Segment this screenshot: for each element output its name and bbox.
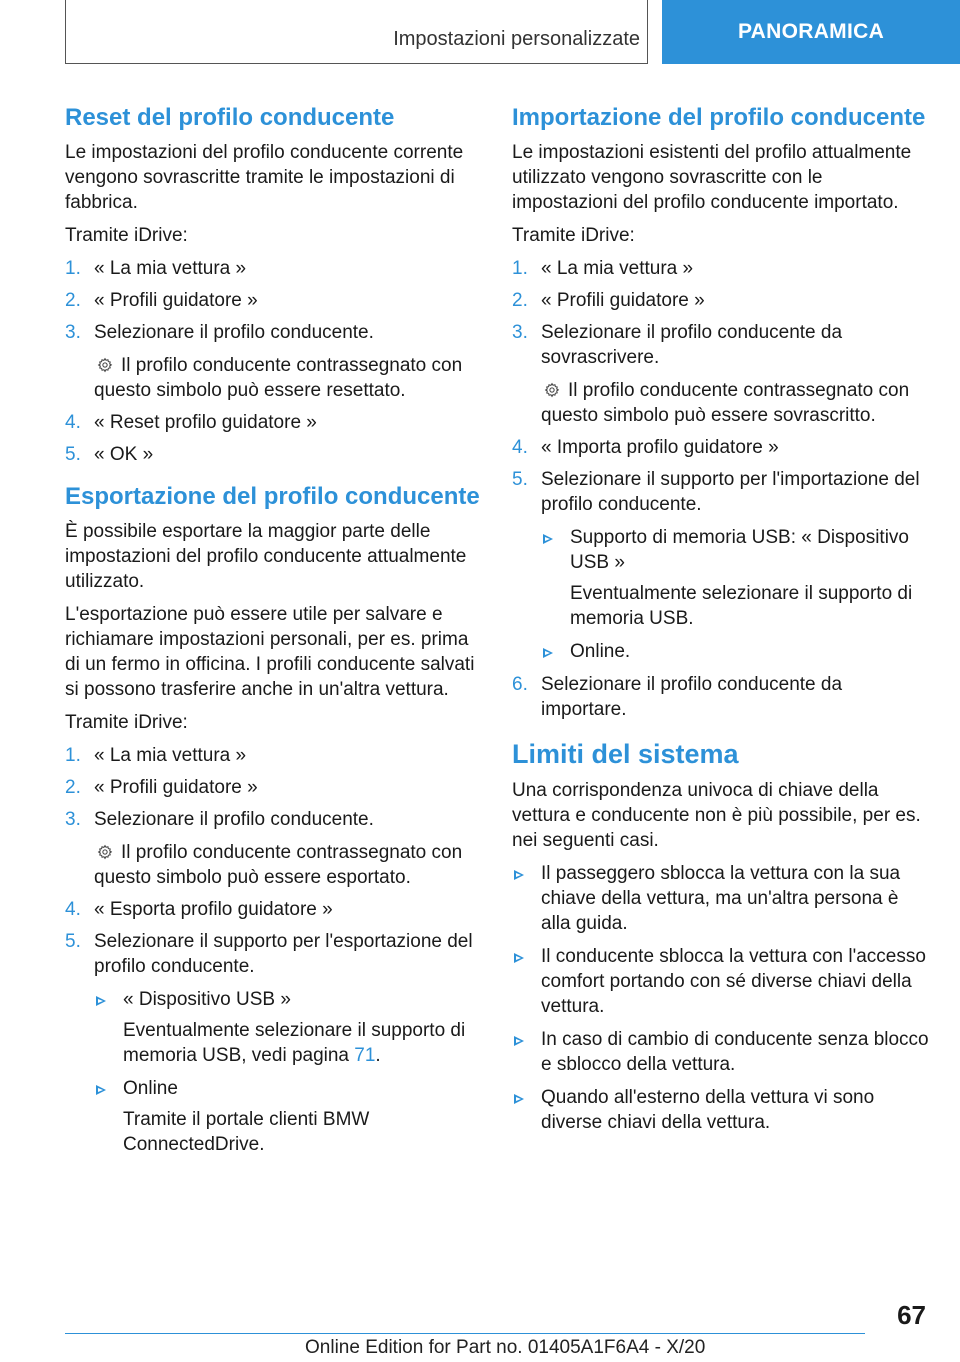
- sub-note: Tramite il portale clienti BMW ConnectedDrive.: [123, 1109, 370, 1155]
- sub-note: Eventualmente selezionare il supporto di memoria USB.: [570, 583, 913, 629]
- list-item: 6. Selezionare il profilo conducente da importare.: [512, 674, 843, 720]
- list-item: 1. « La mia vettura »: [65, 745, 247, 766]
- list-item: Il passeggero sblocca la vettura con la sua chiave della vettura, ma un'altra persona è alla guida.: [512, 861, 932, 936]
- list-item: 2. « Profili guidatore »: [65, 777, 258, 798]
- triangle-bullet-icon: [514, 953, 524, 963]
- triangle-bullet-icon: [514, 1036, 524, 1046]
- export-steps: [65, 743, 485, 1157]
- list-item: 4. « Reset profilo guidatore »: [65, 412, 317, 433]
- reset-section: [65, 102, 485, 467]
- gear-icon: [97, 357, 113, 373]
- export-sub-options: [94, 987, 485, 1157]
- list-item: 4. « Importa profilo guidatore »: [512, 437, 779, 458]
- gear-icon: [544, 382, 560, 398]
- header-section-title: Impostazioni personalizzate: [393, 28, 640, 50]
- step-note: Il profilo conducente contrassegnato con questo simbolo può essere sovrascritto.: [541, 380, 910, 426]
- header-tab-panoramica[interactable]: PANORAMICA: [662, 0, 960, 64]
- export-section: [65, 481, 485, 1157]
- export-intro-2: L'esportazione può essere utile per salvare e richiamare impostazioni personali, per es. prima di un fermo in officina. I profili conducente salvati si possono trasferire anche in un'altra vettura.: [65, 604, 475, 700]
- triangle-bullet-icon: [543, 534, 553, 544]
- import-title: Importazione del profilo conducente: [512, 104, 926, 131]
- list-item: Il conducente sblocca la vettura con l'accesso comfort portando con sé diverse chiavi della vettura.: [512, 944, 932, 1019]
- list-item: 3. Selezionare il profilo conducente da sovrascrivere. Il profilo conducente contrassegnato con questo simbolo può essere sovrascritto.: [512, 320, 932, 428]
- triangle-bullet-icon: [96, 996, 106, 1006]
- limits-bullets: [512, 861, 932, 1135]
- list-item: Supporto di memoria USB: « Dispositivo USB » Eventualmente selezionare il supporto di memoria USB.: [541, 525, 932, 631]
- page-number: 67: [897, 1300, 926, 1330]
- list-item: 5. Selezionare il supporto per l'esportazione del profilo conducente. « Dispositivo USB » Eventualmente selezionare il supporto di memoria USB, vedi pagina 71. Online Tramite il portale clienti BMW ConnectedDrive.: [65, 929, 485, 1157]
- export-title: Esportazione del profilo conducente: [65, 483, 480, 510]
- reset-steps: [65, 256, 485, 467]
- triangle-bullet-icon: [96, 1085, 106, 1095]
- step-note: Il profilo conducente contrassegnato con questo simbolo può essere resettato.: [94, 355, 463, 401]
- reset-intro: Le impostazioni del profilo conducente corrente vengono sovrascritte tramite le impostazioni di fabbrica.: [65, 142, 464, 213]
- export-intro-1: È possibile esportare la maggior parte delle impostazioni del profilo conducente attualmente utilizzato.: [65, 521, 467, 592]
- triangle-bullet-icon: [543, 648, 553, 658]
- reset-title: Reset del profilo conducente: [65, 104, 395, 131]
- page-link[interactable]: 71: [354, 1045, 376, 1066]
- list-item: Online Tramite il portale clienti BMW ConnectedDrive.: [94, 1076, 485, 1157]
- limits-title: Limiti del sistema: [512, 739, 739, 769]
- limits-section: [512, 736, 932, 1135]
- list-item: Online.: [541, 639, 932, 664]
- footer-edition: Online Edition for Part no. 01405A1F6A4 - X/20: [305, 1337, 706, 1358]
- triangle-bullet-icon: [514, 1094, 524, 1104]
- import-section: [512, 102, 932, 722]
- export-via: Tramite iDrive:: [65, 712, 188, 733]
- import-intro: Le impostazioni esistenti del profilo attualmente utilizzato vengono sovrascritte con le impostazioni del profilo conducente importato.: [512, 142, 912, 213]
- import-sub-options: [541, 525, 932, 664]
- reset-via: Tramite iDrive:: [65, 225, 188, 246]
- import-steps: [512, 256, 932, 722]
- list-item: 2. « Profili guidatore »: [512, 290, 705, 311]
- list-item: « Dispositivo USB » Eventualmente selezionare il supporto di memoria USB, vedi pagina 71.: [94, 987, 485, 1068]
- list-item: 3. Selezionare il profilo conducente. Il profilo conducente contrassegnato con questo simbolo può essere esportato.: [65, 807, 485, 890]
- list-item: 1. « La mia vettura »: [65, 258, 247, 279]
- right-column: [512, 102, 932, 1143]
- step-note: Il profilo conducente contrassegnato con questo simbolo può essere esportato.: [94, 842, 463, 888]
- triangle-bullet-icon: [514, 870, 524, 880]
- list-item: 3. Selezionare il profilo conducente. Il profilo conducente contrassegnato con questo simbolo può essere resettato.: [65, 320, 485, 403]
- limits-intro: Una corrispondenza univoca di chiave della vettura e conducente non è più possibile, per es. nei seguenti casi.: [512, 780, 921, 851]
- left-column: [65, 102, 485, 1171]
- footer-divider: [65, 1333, 865, 1334]
- list-item: 4. « Esporta profilo guidatore »: [65, 899, 333, 920]
- list-item: 5. Selezionare il supporto per l'importazione del profilo conducente. Supporto di memoria USB: « Dispositivo USB » Eventualmente selezionare il supporto di memoria USB. Online.: [512, 467, 932, 664]
- list-item: Quando all'esterno della vettura vi sono diverse chiavi della vettura.: [512, 1085, 932, 1135]
- list-item: 1. « La mia vettura »: [512, 258, 694, 279]
- list-item: 2. « Profili guidatore »: [65, 290, 258, 311]
- sub-note: Eventualmente selezionare il supporto di memoria USB, vedi pagina 71.: [123, 1020, 466, 1066]
- import-via: Tramite iDrive:: [512, 225, 635, 246]
- list-item: 5. « OK »: [65, 444, 154, 465]
- list-item: In caso di cambio di conducente senza blocco e sblocco della vettura.: [512, 1027, 932, 1077]
- gear-icon: [97, 844, 113, 860]
